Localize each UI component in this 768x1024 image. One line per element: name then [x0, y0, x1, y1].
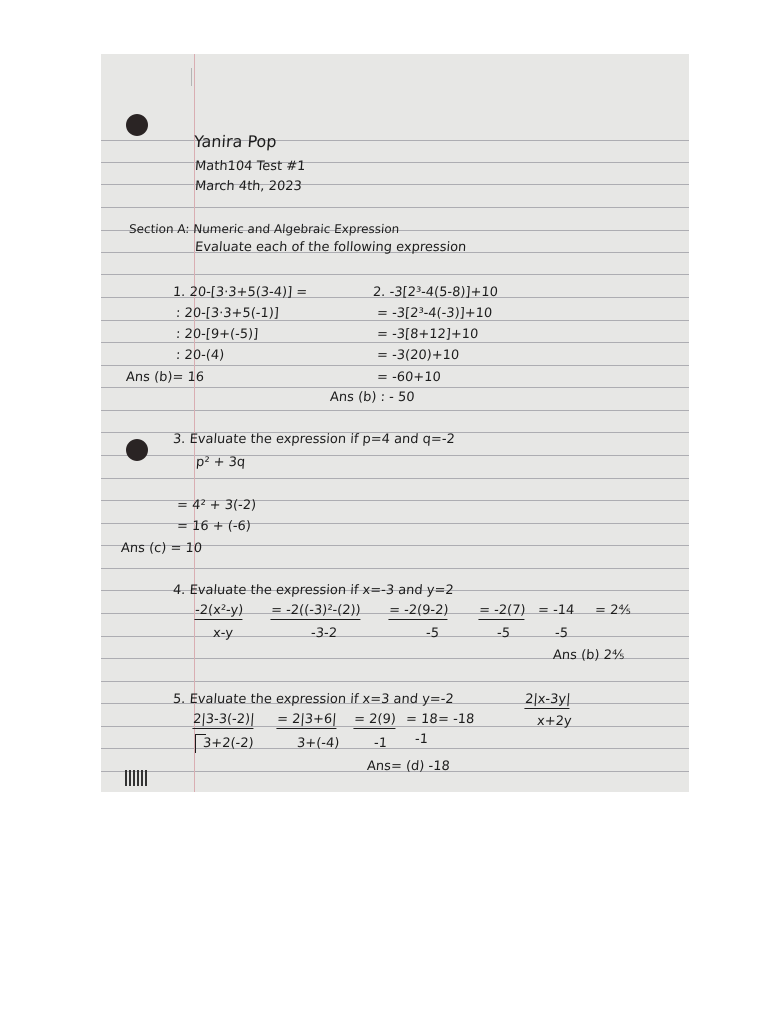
problem3-line: = 4² + 3(-2)	[176, 498, 257, 513]
problem1-line: : 20-(4)	[175, 348, 225, 363]
ruled-line	[101, 387, 689, 388]
problem5-denominator: 3+(-4)	[296, 736, 340, 751]
problem5-denominator: 3+2(-2)	[202, 736, 255, 751]
ruled-line	[101, 568, 689, 569]
problem2-line: = -60+10	[376, 370, 442, 385]
problem1-line: : 20-[9+(-5)]	[175, 327, 259, 342]
problem3-answer: Ans (c) = 10	[120, 541, 203, 556]
problem5-answer: Ans= (d) -18	[366, 759, 451, 774]
problem2-line: = -3[2³-4(-3)]+10	[376, 306, 493, 321]
binder-hole	[126, 439, 148, 461]
problem4-numerator: = -14	[537, 603, 575, 618]
problem3-line: = 16 + (-6)	[176, 519, 252, 534]
ruled-line	[101, 478, 689, 479]
problem5-prompt: 5. Evaluate the expression if x=3 and y=-2	[172, 692, 455, 707]
problem2-line: = -3(20)+10	[376, 348, 460, 363]
problem4-numerator: = -2(9-2)	[388, 603, 449, 618]
problem4-answer: Ans (b) 2⅘	[552, 648, 625, 663]
problem3-prompt: 3. Evaluate the expression if p=4 and q=-2	[172, 432, 456, 447]
problem5-numerator: = 2(9)	[353, 712, 397, 727]
problem4-denominator: x-y	[212, 626, 234, 641]
section-title: Section A: Numeric and Algebraic Expression	[128, 222, 400, 236]
problem2-line: 2. -3[2³-4(5-8)]+10	[372, 285, 499, 300]
ruled-line	[101, 748, 689, 749]
problem5-given-numerator: 2|x-3y|	[524, 692, 571, 707]
problem5-denominator: -1	[373, 736, 388, 751]
course-title: Math104 Test #1	[194, 159, 306, 174]
problem4-denominator: -5	[554, 626, 569, 641]
problem5-numerator: = 2|3+6|	[276, 712, 338, 727]
spiral-binding-mark	[125, 770, 147, 786]
problem4-numerator: = -2((-3)²-(2))	[270, 603, 362, 618]
notebook-page	[101, 54, 689, 792]
problem2-line: = -3[8+12]+10	[376, 327, 479, 342]
ruled-line	[101, 410, 689, 411]
problem4-numerator: = -2(7)	[478, 603, 527, 618]
ruled-line	[101, 140, 689, 141]
ruled-line	[101, 184, 689, 185]
problem4-prompt: 4. Evaluate the expression if x=-3 and y=2	[172, 583, 455, 598]
problem1-line: 1. 20-[3·3+5(3-4)] =	[172, 285, 308, 300]
problem1-answer: Ans (b)= 16	[125, 370, 205, 385]
problem2-answer: Ans (b) : - 50	[329, 390, 416, 405]
problem4-denominator: -5	[425, 626, 440, 641]
problem1-line: : 20-[3·3+5(-1)]	[175, 306, 280, 321]
problem4-denominator: -5	[496, 626, 511, 641]
problem5-numerator: = 18	[405, 712, 439, 727]
test-date: March 4th, 2023	[194, 179, 303, 194]
problem4-numerator: = 2⅘	[594, 603, 632, 618]
ruled-line	[101, 365, 689, 366]
section-instruction: Evaluate each of the following expression	[194, 240, 467, 255]
top-mark	[191, 68, 192, 86]
problem5-given-denominator: x+2y	[536, 714, 573, 729]
problem4-denominator: -3-2	[310, 626, 338, 641]
problem5-numerator: 2|3-3(-2)|	[192, 712, 255, 727]
problem4-numerator: -2(x²-y)	[194, 603, 244, 618]
problem5-denominator: -1	[414, 732, 429, 747]
binder-hole	[126, 114, 148, 136]
problem5-numerator: = -18	[437, 712, 475, 727]
ruled-line	[101, 207, 689, 208]
ruled-line	[101, 274, 689, 275]
student-name: Yanira Pop	[193, 132, 278, 151]
ruled-line	[101, 455, 689, 456]
ruled-line	[101, 681, 689, 682]
ruled-line	[101, 162, 689, 163]
ruled-line	[101, 636, 689, 637]
problem3-expression: p² + 3q	[195, 455, 246, 470]
